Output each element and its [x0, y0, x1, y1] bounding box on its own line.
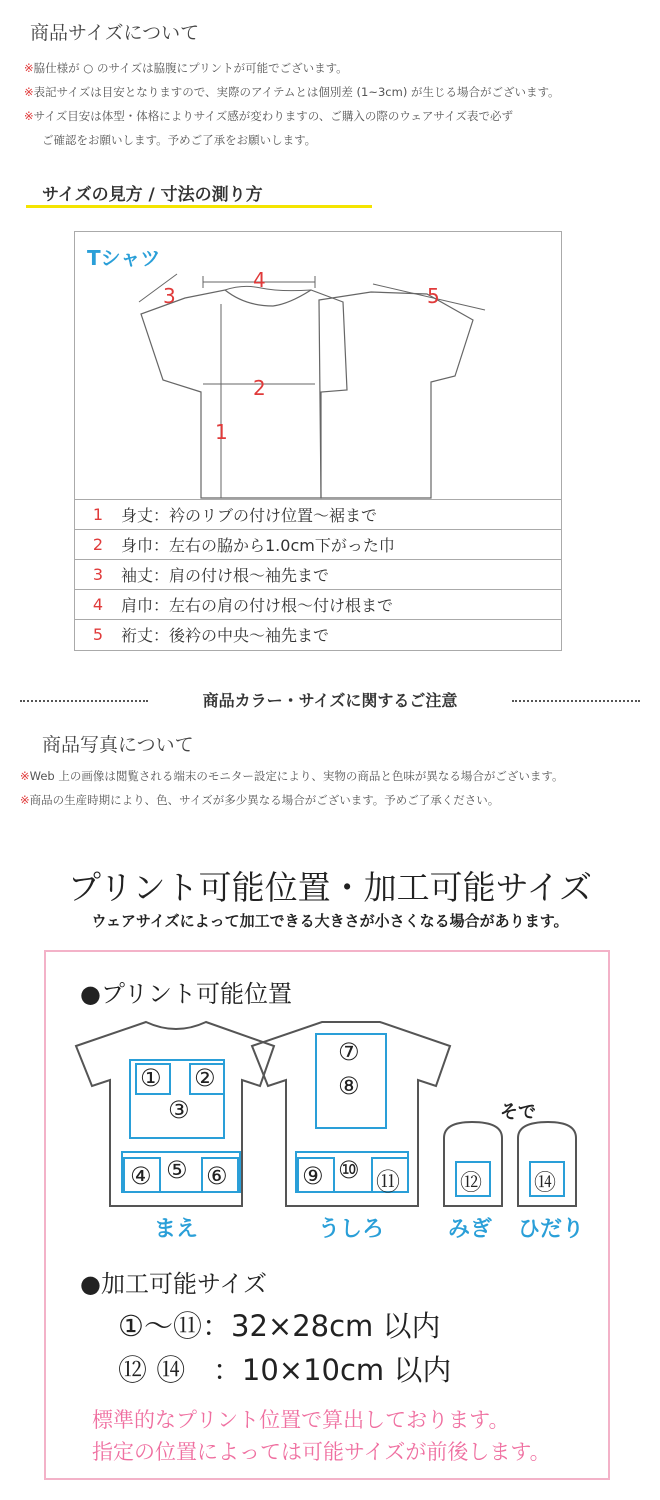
position-3: ③ [168, 1096, 190, 1124]
print-title: プリント可能位置・加工可能サイズ [67, 868, 593, 907]
position-10: ⑩ [338, 1156, 360, 1184]
note-line: ※脇仕様が ○ のサイズは脇腹にプリントが可能でございます。 [24, 61, 348, 75]
table-row: 4 肩巾：左右の肩の付け根〜付け根まで [75, 589, 561, 619]
note-line: ※サイズ目安は体型・体格によりサイズ感が変わりますの、ご購入の際のウェアサイズ表で必ず [24, 109, 513, 123]
note-line-continued: ご確認をお願いします。予めご了承をお願いします。 [42, 133, 317, 147]
dim-label-4: 4 [253, 268, 266, 292]
note-line: ※表記サイズは目安となりますので、実際のアイテムとは個別差 (1~3cm) が生じる場合がございます。 [24, 85, 560, 99]
dim-label-3: 3 [163, 284, 176, 308]
left-sleeve-label: ひだり [518, 1217, 585, 1242]
front-label: まえ [154, 1217, 199, 1242]
dim-label-5: 5 [427, 284, 440, 308]
tshirt-illustration [75, 232, 563, 500]
position-1: ① [140, 1064, 162, 1092]
right-sleeve-label: みぎ [448, 1217, 493, 1242]
print-note-2: 指定の位置によっては可能サイズが前後します。 [92, 1440, 551, 1464]
position-7: ⑦ [338, 1038, 360, 1066]
size-line-2: ⑫ ⑭ ：10×10cm 以内 [118, 1353, 452, 1387]
sleeve-label: そで [500, 1102, 536, 1123]
table-row: 1 身丈：衿のリブの付け位置〜裾まで [75, 499, 561, 529]
size-heading: 商品サイズについて [30, 22, 200, 44]
print-note-1: 標準的なプリント位置で算出しております。 [92, 1408, 510, 1432]
dimension-table [75, 499, 561, 649]
size-notes [24, 56, 560, 152]
tshirt-measure-diagram [74, 231, 562, 651]
position-4: ④ [130, 1162, 152, 1190]
table-row: 3 袖丈：肩の付け根〜袖先まで [75, 559, 561, 589]
position-14: ⑭ [534, 1171, 557, 1196]
heading-underline [26, 205, 372, 208]
position-2: ② [194, 1064, 216, 1092]
caution-heading: 商品カラー・サイズに関するご注意 [20, 686, 640, 714]
size-line-1: ①〜⑪：32×28cm 以内 [118, 1309, 441, 1343]
dim-label-1: 1 [215, 420, 228, 444]
measure-heading: サイズの見方 / 寸法の測り方 [26, 178, 372, 208]
positions-label: ●プリント可能位置 [80, 980, 292, 1008]
note-line: ※Web 上の画像は閲覧される端末のモニター設定により、実物の商品と色味が異なる場合がございます。 [20, 769, 564, 783]
position-8: ⑧ [338, 1072, 360, 1100]
position-11: ⑪ [376, 1168, 400, 1196]
position-12: ⑫ [460, 1171, 483, 1196]
position-9: ⑨ [302, 1162, 324, 1190]
note-line: ※商品の生産時期により、色、サイズが多少異なる場合がございます。予めご了承ください。 [20, 793, 500, 807]
table-row: 5 裄丈：後衿の中央〜袖先まで [75, 619, 561, 649]
photo-heading: 商品写真について [42, 734, 194, 756]
table-row: 2 身巾：左右の脇から1.0cm下がった巾 [75, 529, 561, 559]
print-position-box [44, 950, 610, 1480]
diagram-title: Tシャツ [87, 246, 161, 270]
dim-label-2: 2 [253, 376, 266, 400]
back-label: うしろ [318, 1217, 385, 1242]
position-5: ⑤ [166, 1156, 188, 1184]
position-6: ⑥ [206, 1162, 228, 1190]
print-subtitle: ウェアサイズによって加工できる大きさが小さくなる場合があります。 [91, 912, 569, 930]
sizes-label: ●加工可能サイズ [80, 1270, 268, 1298]
photo-notes [20, 764, 563, 812]
